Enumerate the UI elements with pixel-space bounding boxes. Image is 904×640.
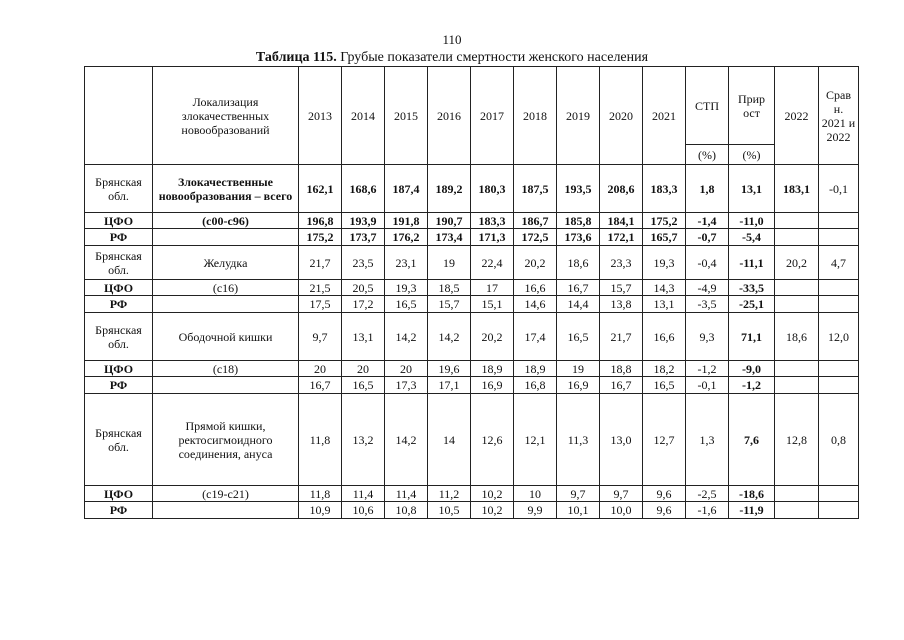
value-cell: 16,7 <box>299 377 342 394</box>
table-title <box>0 50 904 66</box>
value-cell: 10 <box>514 486 557 502</box>
value-cell: 15,1 <box>471 296 514 313</box>
header-year: 2017 <box>471 67 514 165</box>
value-cell: 196,8 <box>299 213 342 229</box>
value-cell: 13,0 <box>600 394 643 486</box>
value-cell: 18,2 <box>643 361 686 377</box>
value-cell: 165,7 <box>643 229 686 246</box>
value-cell: 9,7 <box>557 486 600 502</box>
value-cell: 187,5 <box>514 165 557 213</box>
location-name <box>153 394 299 486</box>
stp-cell: -0,4 <box>686 246 729 280</box>
stp-cell: -0,1 <box>686 377 729 394</box>
compare-cell <box>819 229 859 246</box>
value-cell: 16,7 <box>557 280 600 296</box>
header-prirost: Прир ост <box>729 67 775 145</box>
header-2022: 2022 <box>775 67 819 165</box>
value-cell: 9,7 <box>299 313 342 361</box>
stp-cell: 9,3 <box>686 313 729 361</box>
value-cell: 16,8 <box>514 377 557 394</box>
prirost-cell: -5,4 <box>729 229 775 246</box>
y2022-cell <box>775 229 819 246</box>
value-cell: 16,5 <box>557 313 600 361</box>
stp-cell: -3,5 <box>686 296 729 313</box>
y2022-cell <box>775 502 819 519</box>
table-row <box>85 502 859 519</box>
compare-cell <box>819 486 859 502</box>
prirost-cell: 71,1 <box>729 313 775 361</box>
value-cell: 20 <box>342 361 385 377</box>
prirost-cell: -18,6 <box>729 486 775 502</box>
y2022-cell <box>775 213 819 229</box>
value-cell: 21,5 <box>299 280 342 296</box>
table-label: Таблица 115. <box>255 50 337 65</box>
compare-cell <box>819 280 859 296</box>
stp-cell: 1,3 <box>686 394 729 486</box>
table-title-text: Грубые показатели смертности женского населения <box>340 50 649 65</box>
header-row <box>85 67 859 145</box>
stp-cell: -1,2 <box>686 361 729 377</box>
value-cell: 11,2 <box>428 486 471 502</box>
location-name-line: Желудка <box>203 255 248 270</box>
region-cell: ЦФО <box>85 486 153 502</box>
page-number: 110 <box>442 32 462 47</box>
location-empty <box>153 502 299 519</box>
location-name-line: Ободочной кишки <box>178 329 273 344</box>
value-cell: 22,4 <box>471 246 514 280</box>
table-row <box>85 213 859 229</box>
value-cell: 208,6 <box>600 165 643 213</box>
location-name <box>153 246 299 280</box>
region-cell: ЦФО <box>85 361 153 377</box>
value-cell: 16,5 <box>342 377 385 394</box>
location-code: (c00-c96) <box>153 213 299 229</box>
value-cell: 10,9 <box>299 502 342 519</box>
value-cell: 16,5 <box>385 296 428 313</box>
region-cell: Брянская обл. <box>85 313 153 361</box>
value-cell: 11,4 <box>342 486 385 502</box>
value-cell: 11,8 <box>299 394 342 486</box>
location-code: (c19-c21) <box>153 486 299 502</box>
value-cell: 16,6 <box>514 280 557 296</box>
value-cell: 20,5 <box>342 280 385 296</box>
value-cell: 186,7 <box>514 213 557 229</box>
prirost-cell: -11,0 <box>729 213 775 229</box>
region-cell: РФ <box>85 502 153 519</box>
stp-cell: -2,5 <box>686 486 729 502</box>
value-cell: 14,2 <box>385 313 428 361</box>
prirost-cell: 7,6 <box>729 394 775 486</box>
header-year: 2015 <box>385 67 428 165</box>
value-cell: 19 <box>428 246 471 280</box>
region-cell: РФ <box>85 229 153 246</box>
stp-cell: 1,8 <box>686 165 729 213</box>
value-cell: 14,2 <box>428 313 471 361</box>
table-row <box>85 361 859 377</box>
location-code: (c16) <box>153 280 299 296</box>
location-name-line: ректосигмоидного <box>178 432 273 447</box>
header-year: 2021 <box>643 67 686 165</box>
region-cell: ЦФО <box>85 280 153 296</box>
header-year: 2019 <box>557 67 600 165</box>
value-cell: 23,5 <box>342 246 385 280</box>
y2022-cell: 20,2 <box>775 246 819 280</box>
value-cell: 16,7 <box>600 377 643 394</box>
value-cell: 13,2 <box>342 394 385 486</box>
value-cell: 193,5 <box>557 165 600 213</box>
header-year: 2013 <box>299 67 342 165</box>
value-cell: 12,1 <box>514 394 557 486</box>
y2022-cell <box>775 296 819 313</box>
value-cell: 185,8 <box>557 213 600 229</box>
prirost-cell: -11,9 <box>729 502 775 519</box>
value-cell: 16,6 <box>643 313 686 361</box>
value-cell: 193,9 <box>342 213 385 229</box>
table-row <box>85 377 859 394</box>
header-location: Локализация злокачественных новообразований <box>153 67 299 165</box>
value-cell: 18,9 <box>514 361 557 377</box>
region-cell: Брянская обл. <box>85 246 153 280</box>
compare-cell <box>819 502 859 519</box>
location-empty <box>153 296 299 313</box>
value-cell: 21,7 <box>600 313 643 361</box>
header-stp-unit: (%) <box>686 145 729 165</box>
value-cell: 12,7 <box>643 394 686 486</box>
value-cell: 176,2 <box>385 229 428 246</box>
location-name-line: новообразования – всего <box>158 188 293 203</box>
prirost-cell: -1,2 <box>729 377 775 394</box>
value-cell: 18,6 <box>557 246 600 280</box>
value-cell: 18,5 <box>428 280 471 296</box>
value-cell: 10,2 <box>471 502 514 519</box>
region-cell: РФ <box>85 377 153 394</box>
header-year: 2016 <box>428 67 471 165</box>
value-cell: 17 <box>471 280 514 296</box>
value-cell: 17,4 <box>514 313 557 361</box>
value-cell: 183,3 <box>643 165 686 213</box>
table-row <box>85 246 859 280</box>
region-cell: Брянская обл. <box>85 394 153 486</box>
table-row <box>85 313 859 361</box>
header-year: 2014 <box>342 67 385 165</box>
value-cell: 19,6 <box>428 361 471 377</box>
location-empty <box>153 377 299 394</box>
value-cell: 20 <box>385 361 428 377</box>
value-cell: 17,2 <box>342 296 385 313</box>
location-name <box>153 165 299 213</box>
region-cell: РФ <box>85 296 153 313</box>
y2022-cell <box>775 486 819 502</box>
value-cell: 10,1 <box>557 502 600 519</box>
stp-cell: -0,7 <box>686 229 729 246</box>
location-name-line: Прямой кишки, <box>185 418 266 433</box>
compare-cell: -0,1 <box>819 165 859 213</box>
value-cell: 191,8 <box>385 213 428 229</box>
table-row <box>85 229 859 246</box>
header-compare: Срав н. 2021 и 2022 <box>819 67 859 165</box>
value-cell: 17,5 <box>299 296 342 313</box>
value-cell: 23,1 <box>385 246 428 280</box>
value-cell: 16,9 <box>471 377 514 394</box>
mortality-table <box>84 66 859 519</box>
compare-cell <box>819 377 859 394</box>
stp-cell: -4,9 <box>686 280 729 296</box>
location-name <box>153 313 299 361</box>
header-year: 2020 <box>600 67 643 165</box>
compare-cell <box>819 213 859 229</box>
header-stp: СТП <box>686 67 729 145</box>
value-cell: 189,2 <box>428 165 471 213</box>
header-region-cell <box>85 67 153 165</box>
value-cell: 183,3 <box>471 213 514 229</box>
table-row <box>85 296 859 313</box>
value-cell: 20 <box>299 361 342 377</box>
value-cell: 175,2 <box>643 213 686 229</box>
value-cell: 18,9 <box>471 361 514 377</box>
value-cell: 17,1 <box>428 377 471 394</box>
value-cell: 168,6 <box>342 165 385 213</box>
region-cell: ЦФО <box>85 213 153 229</box>
value-cell: 12,6 <box>471 394 514 486</box>
value-cell: 184,1 <box>600 213 643 229</box>
value-cell: 16,9 <box>557 377 600 394</box>
header-year: 2018 <box>514 67 557 165</box>
value-cell: 14,3 <box>643 280 686 296</box>
location-name-line: Злокачественные <box>178 174 273 189</box>
prirost-cell: -33,5 <box>729 280 775 296</box>
value-cell: 10,0 <box>600 502 643 519</box>
value-cell: 19,3 <box>385 280 428 296</box>
value-cell: 17,3 <box>385 377 428 394</box>
compare-cell: 0,8 <box>819 394 859 486</box>
value-cell: 13,1 <box>643 296 686 313</box>
stp-cell: -1,6 <box>686 502 729 519</box>
y2022-cell: 18,6 <box>775 313 819 361</box>
compare-cell <box>819 361 859 377</box>
value-cell: 19,3 <box>643 246 686 280</box>
value-cell: 10,6 <box>342 502 385 519</box>
value-cell: 180,3 <box>471 165 514 213</box>
value-cell: 190,7 <box>428 213 471 229</box>
prirost-cell: -9,0 <box>729 361 775 377</box>
value-cell: 187,4 <box>385 165 428 213</box>
value-cell: 171,3 <box>471 229 514 246</box>
value-cell: 10,2 <box>471 486 514 502</box>
value-cell: 173,6 <box>557 229 600 246</box>
region-cell: Брянская обл. <box>85 165 153 213</box>
value-cell: 13,8 <box>600 296 643 313</box>
value-cell: 173,4 <box>428 229 471 246</box>
value-cell: 9,6 <box>643 486 686 502</box>
y2022-cell: 183,1 <box>775 165 819 213</box>
table-row <box>85 394 859 486</box>
compare-cell: 4,7 <box>819 246 859 280</box>
stp-cell: -1,4 <box>686 213 729 229</box>
value-cell: 14,2 <box>385 394 428 486</box>
value-cell: 9,6 <box>643 502 686 519</box>
header-prirost-unit: (%) <box>729 145 775 165</box>
compare-cell <box>819 296 859 313</box>
location-code: (c18) <box>153 361 299 377</box>
value-cell: 10,8 <box>385 502 428 519</box>
value-cell: 14,4 <box>557 296 600 313</box>
value-cell: 172,5 <box>514 229 557 246</box>
value-cell: 21,7 <box>299 246 342 280</box>
prirost-cell: -11,1 <box>729 246 775 280</box>
y2022-cell <box>775 377 819 394</box>
value-cell: 18,8 <box>600 361 643 377</box>
value-cell: 9,9 <box>514 502 557 519</box>
value-cell: 175,2 <box>299 229 342 246</box>
value-cell: 23,3 <box>600 246 643 280</box>
location-name-line: соединения, ануса <box>178 446 273 461</box>
value-cell: 172,1 <box>600 229 643 246</box>
table-row <box>85 486 859 502</box>
value-cell: 20,2 <box>514 246 557 280</box>
y2022-cell: 12,8 <box>775 394 819 486</box>
value-cell: 9,7 <box>600 486 643 502</box>
table-row <box>85 165 859 213</box>
value-cell: 11,8 <box>299 486 342 502</box>
value-cell: 20,2 <box>471 313 514 361</box>
value-cell: 13,1 <box>342 313 385 361</box>
table-row <box>85 280 859 296</box>
value-cell: 11,4 <box>385 486 428 502</box>
value-cell: 10,5 <box>428 502 471 519</box>
value-cell: 15,7 <box>428 296 471 313</box>
y2022-cell <box>775 280 819 296</box>
location-empty <box>153 229 299 246</box>
value-cell: 11,3 <box>557 394 600 486</box>
y2022-cell <box>775 361 819 377</box>
value-cell: 14,6 <box>514 296 557 313</box>
value-cell: 162,1 <box>299 165 342 213</box>
value-cell: 15,7 <box>600 280 643 296</box>
value-cell: 16,5 <box>643 377 686 394</box>
value-cell: 19 <box>557 361 600 377</box>
value-cell: 14 <box>428 394 471 486</box>
prirost-cell: 13,1 <box>729 165 775 213</box>
compare-cell: 12,0 <box>819 313 859 361</box>
prirost-cell: -25,1 <box>729 296 775 313</box>
value-cell: 173,7 <box>342 229 385 246</box>
